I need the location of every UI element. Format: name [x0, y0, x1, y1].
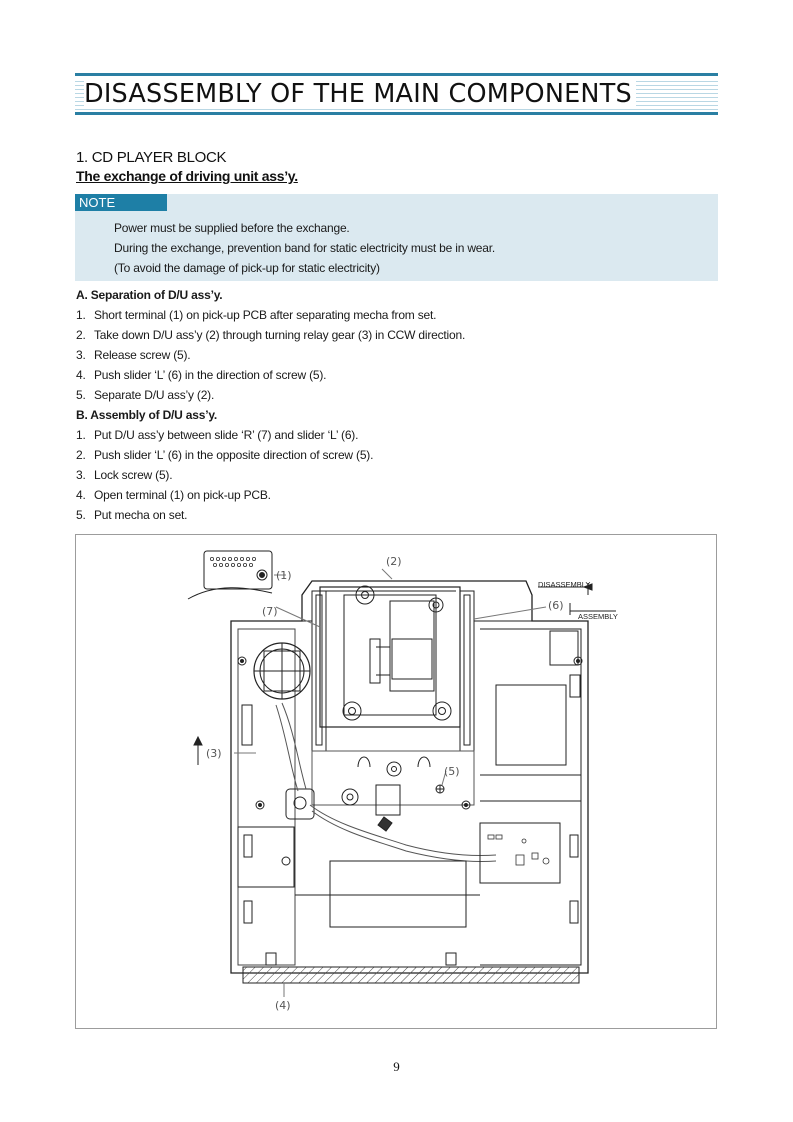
disassembly-direction-label: DISASSEMBLY: [538, 580, 591, 589]
assembly-heading: B. Assembly of D/U ass’y.: [76, 408, 218, 422]
list-item: 3. Release screw (5).: [76, 348, 191, 362]
section-title: 1. CD PLAYER BLOCK: [76, 149, 227, 166]
callout-1: (1): [276, 569, 292, 582]
list-item: 5. Separate D/U ass’y (2).: [76, 388, 215, 402]
assembly-direction-label: ASSEMBLY: [578, 612, 618, 621]
chassis-frame: [231, 580, 591, 973]
callout-3: (3): [206, 747, 222, 760]
section-subtitle: The exchange of driving unit ass’y.: [76, 168, 298, 184]
mechanism-diagram: [75, 534, 717, 1029]
pickup-pcb: [480, 823, 560, 883]
page-title: DISASSEMBLY OF THE MAIN COMPONENTS: [84, 79, 636, 109]
list-item: 2. Take down D/U ass’y (2) through turning relay gear (3) in CCW direction.: [76, 328, 466, 342]
note-line: During the exchange, prevention band for static electricity must be in wear.: [114, 241, 496, 255]
note-line: Power must be supplied before the exchange.: [114, 221, 350, 235]
callout-6: (6): [548, 599, 564, 612]
list-item: 3. Lock screw (5).: [76, 468, 173, 482]
list-item: 5. Put mecha on set.: [76, 508, 188, 522]
list-item: 4. Open terminal (1) on pick-up PCB.: [76, 488, 271, 502]
note-label: NOTE: [75, 194, 167, 211]
slider-l: [460, 591, 474, 751]
callout-4: (4): [275, 999, 291, 1012]
list-item: 1. Put D/U ass’y between slide ‘R’ (7) and slider ‘L’ (6).: [76, 428, 359, 442]
base-plate: [243, 967, 579, 983]
separation-heading: A. Separation of D/U ass’y.: [76, 288, 223, 302]
note-box: [75, 194, 718, 281]
callout-5: (5): [444, 765, 460, 778]
list-item: 2. Push slider ‘L’ (6) in the opposite direction of screw (5).: [76, 448, 374, 462]
banner-rule-bottom: [75, 112, 718, 115]
callout-7: (7): [262, 605, 278, 618]
banner-rule-top: [75, 73, 718, 76]
list-item: 1. Short terminal (1) on pick-up PCB after separating mecha from set.: [76, 308, 437, 322]
mechanism-drawing: [76, 535, 718, 1030]
note-line: (To avoid the damage of pick-up for static electricity): [114, 261, 380, 275]
callout-2: (2): [386, 555, 402, 568]
page-number: 9: [393, 1059, 400, 1074]
list-item: 4. Push slider ‘L’ (6) in the direction of screw (5).: [76, 368, 327, 382]
page-header-banner: [75, 73, 718, 115]
